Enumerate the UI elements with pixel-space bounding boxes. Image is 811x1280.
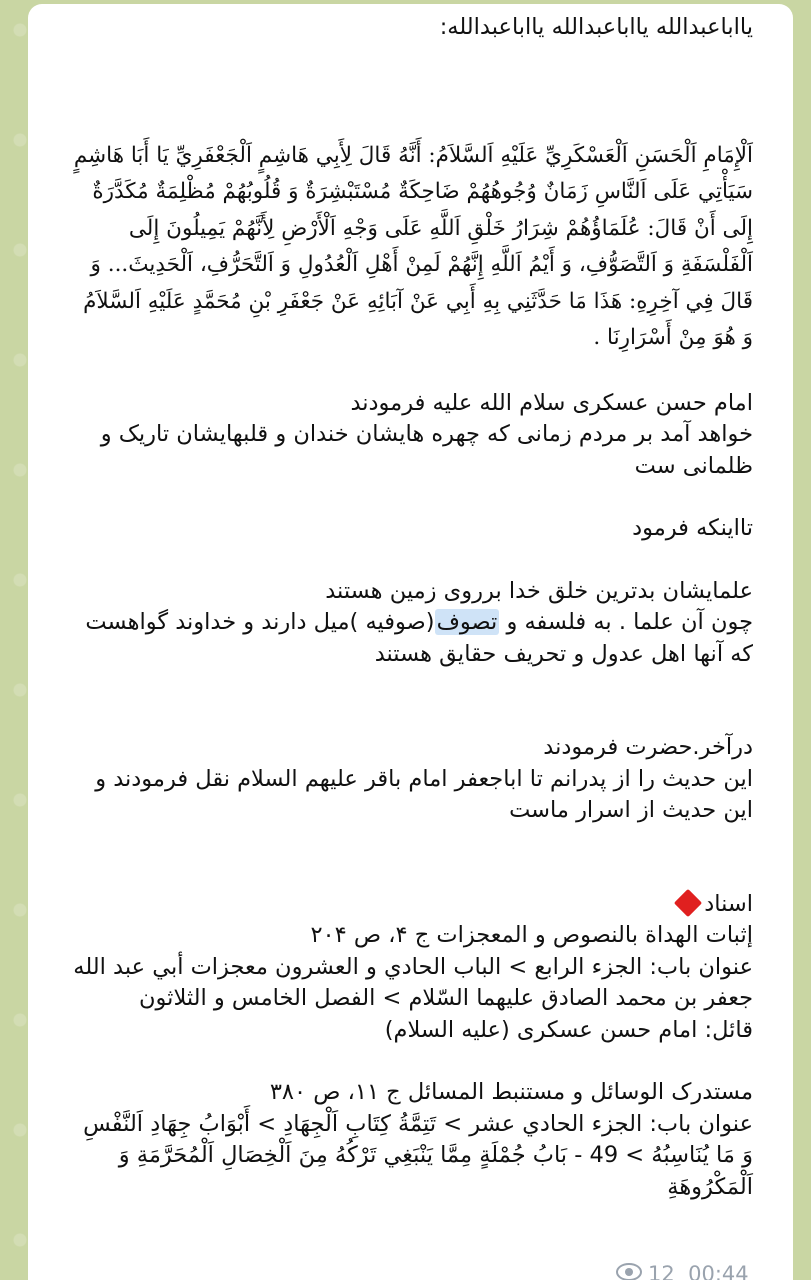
source-1-speaker: قائل: امام حسن عسکری (علیه السلام) [384, 1016, 753, 1043]
spacer [68, 1046, 753, 1077]
message-meta [616, 1262, 749, 1280]
persian-paragraph-1-line-2: خواهد آمد بر مردم زمانی که چهره هایشان خندان و قلبهایشان تاریک و ظلمانی ست [93, 421, 753, 479]
arabic-hadith: اَلْإِمَامِ اَلْحَسَنِ اَلْعَسْكَرِيِّ عَلَيْهِ اَلسَّلاَمُ: أَنَّهُ قَالَ لِأَبِي هَاشِمٍ اَلْجَعْفَرِيِّ يَا أَبَا هَاشِمٍ سَيَأْتِي عَلَى اَلنَّاسِ زَمَانٌ وُجُوهُهُمْ ضَاحِكَةٌ مُسْتَبْشِرَةٌ وَ قُلُوبُهُمْ مُظْلِمَةٌ مُكَدَّرَةٌ إِلَى أَنْ قَالَ: عُلَمَاؤُهُمْ شِرَارُ خَلْقِ اَللَّهِ عَلَى وَجْهِ اَلْأَرْضِ لِأَنَّهُمْ يَمِيلُونَ إِلَى اَلْفَلْسَفَةِ وَ اَلتَّصَوُّفِ، وَ أَيْمُ اَللَّهِ إِنَّهُمْ لَمِنْ أَهْلِ اَلْعُدُولِ وَ اَلتَّحَرُّفِ، اَلْحَدِيثَ... وَ قَالَ فِي آخِرِهِ: هَذَا مَا حَدَّثَنِي بِهِ أَبِي عَنْ آبَائِهِ عَنْ جَعْفَرِ بْنِ مُحَمَّدٍ عَلَيْهِ اَلسَّلاَمُ وَ هُوَ مِنْ أَسْرَارِنَا . [66, 142, 753, 350]
sources-heading-label: اسناد [704, 890, 753, 917]
text-after-highlight: (صوفیه )میل دارند و خداوند گواهست که آنها اهل عدول و تحریف حقایق هستند [78, 609, 753, 667]
spacer [68, 357, 753, 388]
spacer [68, 44, 753, 138]
spacer [68, 545, 753, 576]
source-2-book: مستدرک الوسائل و مستنبط المسائل ج ۱۱، ص ۳۸۰ [269, 1079, 753, 1105]
eye-icon [616, 1263, 642, 1280]
persian-paragraph-3-line-2 [68, 607, 753, 670]
message-bubble[interactable] [28, 4, 793, 1280]
message-time: 00:44 [688, 1262, 749, 1280]
title-line: یااباعبدالله یااباعبدالله یااباعبدالله: [439, 14, 753, 40]
diamond-icon [674, 888, 702, 916]
highlighted-term[interactable]: تصوف [436, 609, 498, 635]
persian-paragraph-4-line-2: این حدیث را از پدرانم تا اباجعفر امام باقر علیهم السلام نقل فرمودند و این حدیث از اسرار ماست [88, 765, 753, 823]
spacer [68, 827, 753, 889]
view-count: 12 [648, 1262, 675, 1280]
source-1-book: إثبات الهداة بالنصوص و المعجزات ج ۴، ص ۲۰۴ [310, 922, 753, 948]
sources-heading [68, 889, 753, 921]
persian-paragraph-2: تااینکه فرمود [632, 515, 753, 541]
text-before-highlight: چون آن علما . به فلسفه و [499, 609, 753, 635]
spacer [68, 670, 753, 732]
source-2-chapter: عنوان باب: الجزء الحادي عشر > تَتِمَّةُ كِتَابِ اَلْجِهَادِ > أَبْوَابُ جِهَادِ اَلنَّفْسِ وَ مَا يُنَاسِبُهُ > 49 - بَابُ جُمْلَةٍ مِمَّا يَنْبَغِي تَرْكُهُ مِنَ اَلْخِصَالِ اَلْمُحَرَّمَةِ وَ اَلْمَكْرُوهَةِ [75, 1110, 753, 1200]
source-1-chapter: عنوان باب: الجزء الرابع > الباب الحادي و العشرون معجزات أبي عبد الله جعفر بن محمد الصادق علیهما السّلام > الفصل الخامس و الثلاثون [66, 953, 753, 1011]
persian-paragraph-3-line-1: علمایشان بدترین خلق خدا برروی زمین هستند [325, 577, 753, 604]
persian-paragraph-1-line-1: امام حسن عسکری سلام الله علیه فرمودند [350, 389, 753, 416]
persian-paragraph-4-line-1: درآخر.حضرت فرمودند [543, 734, 753, 760]
spacer [68, 482, 753, 513]
